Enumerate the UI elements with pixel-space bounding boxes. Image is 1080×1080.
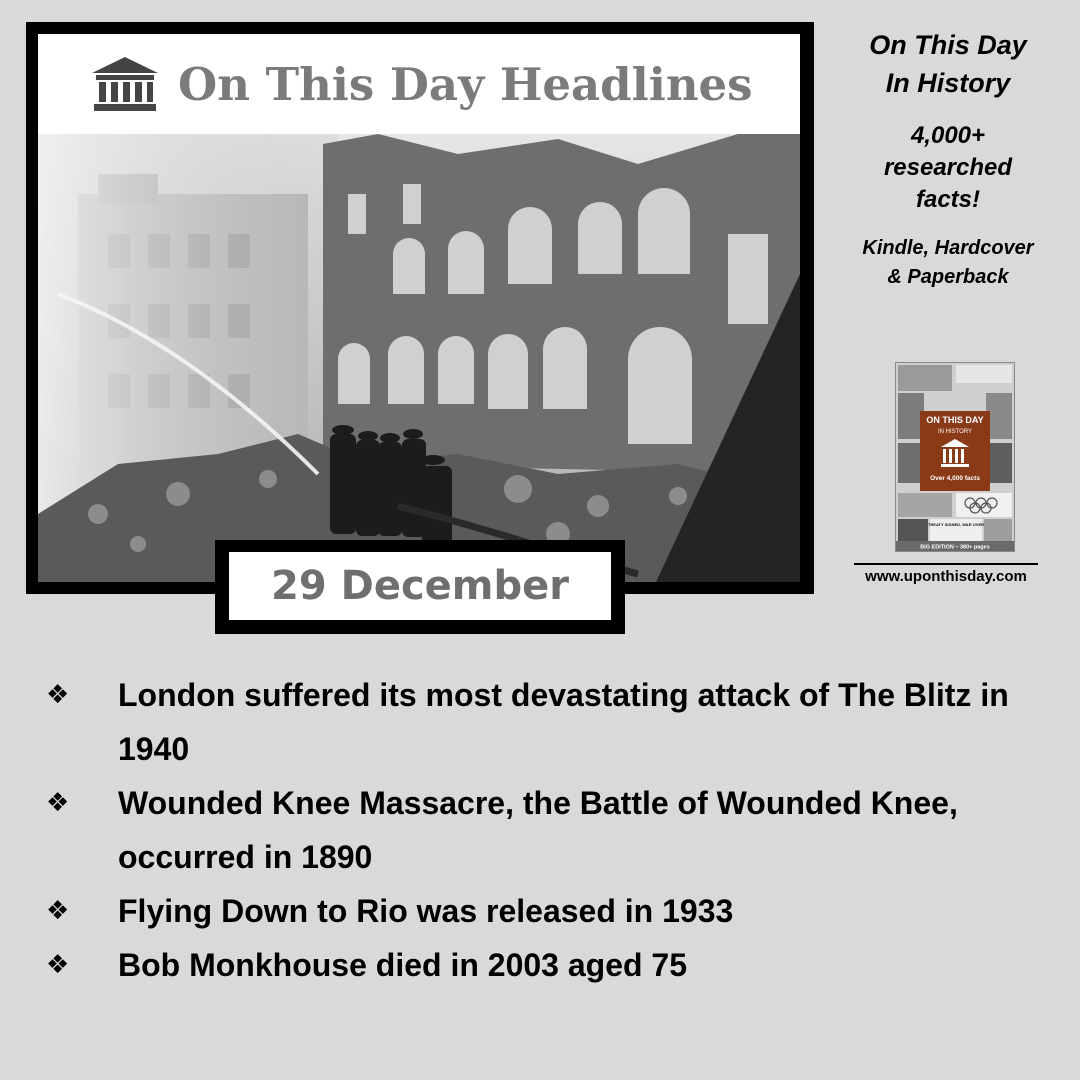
diamond-bullet-icon: ❖	[46, 950, 70, 980]
diamond-bullet-icon: ❖	[46, 788, 70, 818]
fact-text: Bob Monkhouse died in 2003 aged 75	[118, 947, 688, 983]
promo-facts-line3: facts!	[915, 186, 981, 213]
headline-header	[38, 34, 800, 134]
list-item	[46, 668, 1046, 776]
date-label-box	[229, 552, 611, 620]
museum-icon	[90, 55, 160, 113]
promo-title-line1: On This Day	[869, 30, 1027, 60]
book-title-line2: IN HISTORY	[937, 429, 973, 435]
date-label: 29 December	[271, 563, 569, 609]
divider	[854, 563, 1038, 565]
book-title-line1: ON THIS DAY	[926, 415, 984, 425]
list-item	[46, 884, 1046, 938]
book-headline: TREATY SIGNED, WAR OVER	[927, 522, 985, 527]
promo-facts-line1: 4,000+	[910, 122, 986, 149]
fact-text: Flying Down to Rio was released in 1933	[118, 893, 734, 929]
promo-formats-line1: Kindle, Hardcover	[862, 237, 1034, 259]
website-link[interactable]: www.uponthisday.com	[865, 568, 1027, 585]
fact-text: Wounded Knee Massacre, the Battle of Wounded Knee, occurred in 1890	[118, 785, 958, 875]
book-edition: BIG EDITION – 380+ pages	[920, 544, 990, 551]
diamond-bullet-icon: ❖	[46, 680, 70, 710]
promo-formats-line2: & Paperback	[887, 266, 1009, 288]
list-item	[46, 776, 1046, 884]
book-promo	[832, 26, 1064, 292]
book-facts: Over 4,000 facts	[930, 475, 980, 482]
blitz-photo	[38, 134, 800, 582]
list-item	[46, 938, 1046, 992]
fact-text: London suffered its most devastating attack of The Blitz in 1940	[118, 677, 1009, 767]
book-cover[interactable]	[895, 362, 1015, 552]
promo-title-line2: In History	[885, 68, 1011, 98]
facts-list	[46, 668, 1046, 992]
diamond-bullet-icon: ❖	[46, 896, 70, 926]
page-title: On This Day Headlines	[178, 57, 753, 111]
promo-facts-line2: researched	[883, 154, 1013, 181]
